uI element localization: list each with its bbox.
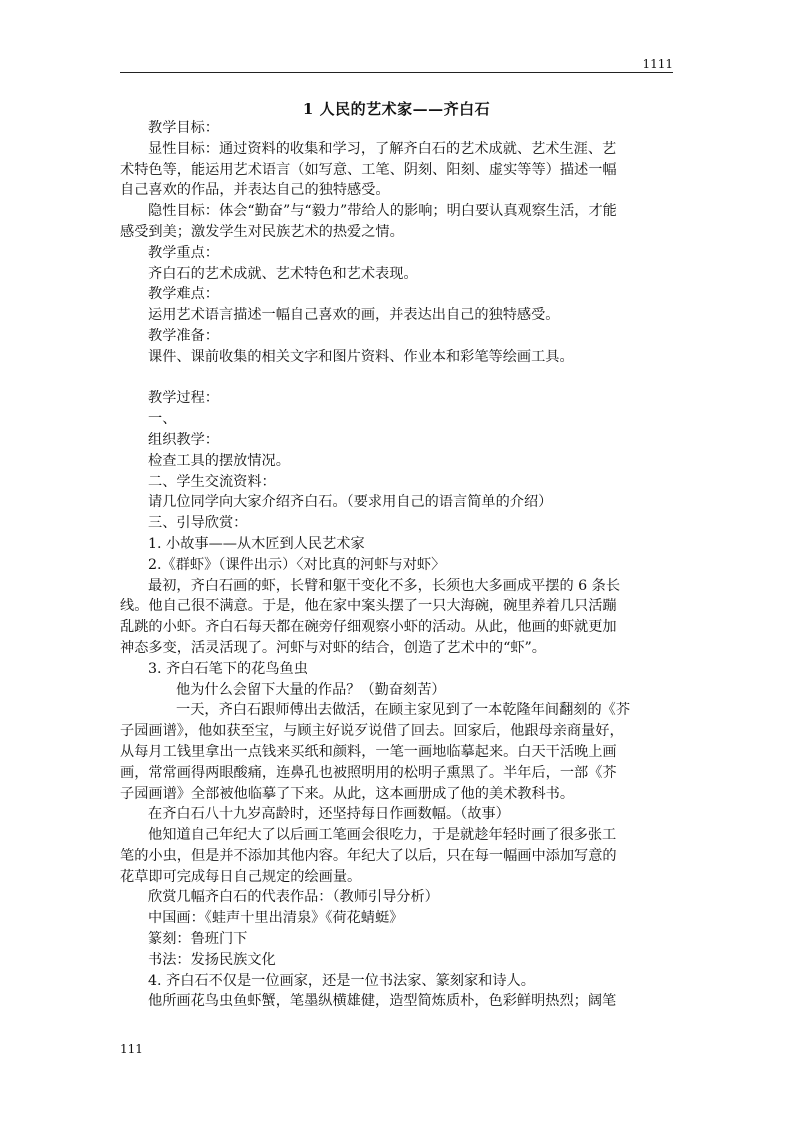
text-line: 2.《群虾》（课件出示）〈对比真的河虾与对虾〉	[148, 556, 446, 573]
text-line: 自己喜欢的作品，并表达自己的独特感受。	[120, 182, 390, 199]
text-line: 教学准备：	[148, 327, 219, 344]
text-line: 他所画花鸟虫鱼虾蟹，笔墨纵横雄健，造型简炼质朴，色彩鲜明热烈；阔笔	[148, 993, 617, 1010]
body-text	[120, 118, 673, 1012]
header-rule	[120, 72, 673, 73]
text-line: 运用艺术语言描述一幅自己喜欢的画，并表达出自己的独特感受。	[148, 307, 560, 324]
text-line: 一、	[148, 411, 177, 428]
footer-page-number: 111	[120, 1042, 143, 1056]
text-line: 线。他自己很不满意。于是，他在家中案头摆了一只大海碗，碗里养着几只活蹦	[120, 598, 617, 615]
text-line: 教学重点：	[148, 244, 219, 261]
document-title: 1 人民的艺术家——齐白石	[302, 100, 491, 118]
text-line: 隐性目标：体会“勤奋”与“毅力”带给人的影响；明白要认真观察生活，才能	[148, 203, 617, 220]
text-line: 教学难点：	[148, 286, 219, 303]
text-line: 4. 齐白石不仅是一位画家，还是一位书法家、篆刻家和诗人。	[148, 972, 535, 989]
text-line: 一天，齐白石跟师傅出去做活，在顾主家见到了一本乾隆年间翻刻的《芥	[176, 702, 631, 719]
text-line: 中国画：《蛙声十里出清泉》《荷花蜻蜓》	[148, 910, 404, 927]
text-line: 教学目标：	[148, 120, 219, 136]
text-line: 书法：发扬民族文化	[148, 951, 276, 968]
text-line: 三、引导欣赏：	[148, 515, 248, 532]
text-line: 子园画谱》全部被他临摹了下来。从此，这本画册成了他的美术教科书。	[120, 785, 575, 802]
text-line: 笔的小虫，但是并不添加其他内容。年纪大了以后，只在每一幅画中添加写意的	[120, 847, 617, 864]
text-line: 花草即可完成每日自己规定的绘画量。	[120, 868, 362, 885]
text-line: 请几位同学向大家介绍齐白石。（要求用自己的语言简单的介绍）	[148, 494, 553, 511]
text-line: 感受到美；激发学生对民族艺术的热爱之情。	[120, 223, 404, 240]
text-line: 二、学生交流资料：	[148, 473, 276, 490]
text-line: 他知道自己年纪大了以后画工笔画会很吃力，于是就趁年轻时画了很多张工	[148, 827, 617, 844]
header-page-number: 1111	[642, 57, 673, 71]
text-line: 乱跳的小虾。齐白石每天都在碗旁仔细观察小虾的活动。从此，他画的虾就更加	[120, 619, 617, 636]
text-line: 画，常常画得两眼酸痛，连鼻孔也被照明用的松明子熏黑了。半年后，一部《芥	[120, 764, 617, 781]
text-line: 在齐白石八十九岁高龄时，还坚持每日作画数幅。（故事）	[148, 806, 510, 823]
text-line: 检查工具的摆放情况。	[148, 452, 290, 469]
text-line: 神态多变，活灵活现了。河虾与对虾的结合，创造了艺术中的“虾”。	[120, 639, 546, 656]
text-line: 齐白石的艺术成就、艺术特色和艺术表现。	[148, 265, 418, 282]
text-line: 组织教学：	[148, 431, 219, 448]
text-line: 欣赏几幅齐白石的代表作品：（教师引导分析）	[148, 889, 439, 906]
text-line: 3. 齐白石笔下的花鸟鱼虫	[148, 660, 308, 677]
text-line: 术特色等，能运用艺术语言（如写意、工笔、阴刻、阳刻、虚实等等）描述一幅	[120, 161, 617, 178]
text-line: 最初，齐白石画的虾，长臂和躯干变化不多，长须也大多画成平摆的 6 条长	[148, 577, 621, 594]
text-line: 从每月工钱里拿出一点钱来买纸和颜料，一笔一画地临摹起来。白天干活晚上画	[120, 743, 617, 760]
blank-line	[120, 368, 673, 389]
text-line: 篆刻：鲁班门下	[148, 931, 248, 948]
text-line: 显性目标：通过资料的收集和学习，了解齐白石的艺术成就、艺术生涯、艺	[148, 140, 617, 157]
text-line: 子园画谱》，他如获至宝，与顾主好说歹说借了回去。回家后，他跟母亲商量好，	[120, 723, 624, 740]
text-line: 教学过程：	[148, 390, 219, 407]
text-line: 他为什么会留下大量的作品？（勤奋刻苦）	[176, 681, 446, 698]
text-line: 1. 小故事——从木匠到人民艺术家	[148, 535, 365, 552]
text-line: 课件、课前收集的相关文字和图片资料、作业本和彩笔等绘画工具。	[148, 348, 574, 365]
